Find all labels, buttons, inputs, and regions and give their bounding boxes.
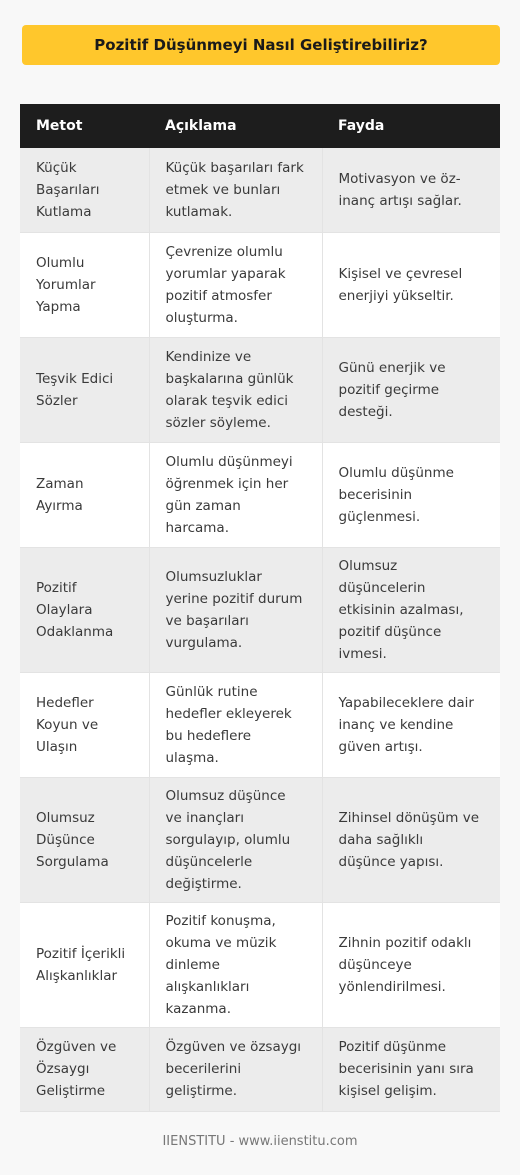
table-row xyxy=(20,148,500,232)
page-title: Pozitif Düşünmeyi Nasıl Geliştirebiliriz? xyxy=(94,36,428,54)
benefit-cell: Zihinsel dönüşüm ve daha sağlıklı düşünce yapısı. xyxy=(322,777,500,902)
table-row xyxy=(20,547,500,672)
benefit-cell: Zihnin pozitif odaklı düşünceye yönlendirilmesi. xyxy=(322,902,500,1027)
description-cell: Özgüven ve özsaygı becerilerini geliştirme. xyxy=(149,1027,322,1111)
description-cell: Küçük başarıları fark etmek ve bunları kutlamak. xyxy=(149,148,322,232)
benefit-cell: Olumsuz düşüncelerin etkisinin azalması, pozitif düşünce ivmesi. xyxy=(322,547,500,672)
method-cell: Teşvik Edici Sözler xyxy=(20,337,149,442)
description-cell: Pozitif konuşma, okuma ve müzik dinleme alışkanlıkları kazanma. xyxy=(149,902,322,1027)
method-cell: Pozitif Olaylara Odaklanma xyxy=(20,547,149,672)
method-cell: Küçük Başarıları Kutlama xyxy=(20,148,149,232)
footer-credit: IIENSTITU - www.iienstitu.com xyxy=(162,1134,358,1149)
method-cell: Olumsuz Düşünce Sorgulama xyxy=(20,777,149,902)
table-header-row xyxy=(20,104,500,148)
description-cell: Olumsuzluklar yerine pozitif durum ve başarıları vurgulama. xyxy=(149,547,322,672)
header-method: Metot xyxy=(20,104,149,148)
table-row xyxy=(20,337,500,442)
benefit-cell: Kişisel ve çevresel enerjiyi yükseltir. xyxy=(322,232,500,337)
benefit-cell: Olumlu düşünme becerisinin güçlenmesi. xyxy=(322,442,500,547)
benefit-cell: Yapabileceklere dair inanç ve kendine güven artışı. xyxy=(322,672,500,777)
table-row xyxy=(20,672,500,777)
title-banner xyxy=(22,25,500,65)
methods-table xyxy=(20,104,500,1112)
description-cell: Kendinize ve başkalarına günlük olarak teşvik edici sözler söyleme. xyxy=(149,337,322,442)
header-benefit: Fayda xyxy=(322,104,500,148)
description-cell: Olumlu düşünmeyi öğrenmek için her gün zaman harcama. xyxy=(149,442,322,547)
method-cell: Özgüven ve Özsaygı Geliştirme xyxy=(20,1027,149,1111)
table-row xyxy=(20,442,500,547)
method-cell: Zaman Ayırma xyxy=(20,442,149,547)
benefit-cell: Günü enerjik ve pozitif geçirme desteği. xyxy=(322,337,500,442)
benefit-cell: Pozitif düşünme becerisinin yanı sıra kişisel gelişim. xyxy=(322,1027,500,1111)
benefit-cell: Motivasyon ve öz-inanç artışı sağlar. xyxy=(322,148,500,232)
description-cell: Çevrenize olumlu yorumlar yaparak pozitif atmosfer oluşturma. xyxy=(149,232,322,337)
description-cell: Günlük rutine hedefler ekleyerek bu hedeflere ulaşma. xyxy=(149,672,322,777)
table-row xyxy=(20,902,500,1027)
method-cell: Olumlu Yorumlar Yapma xyxy=(20,232,149,337)
table-row xyxy=(20,1027,500,1111)
method-cell: Pozitif İçerikli Alışkanlıklar xyxy=(20,902,149,1027)
table-row xyxy=(20,777,500,902)
description-cell: Olumsuz düşünce ve inançları sorgulayıp, olumlu düşüncelerle değiştirme. xyxy=(149,777,322,902)
header-description: Açıklama xyxy=(149,104,322,148)
table-row xyxy=(20,232,500,337)
method-cell: Hedefler Koyun ve Ulaşın xyxy=(20,672,149,777)
